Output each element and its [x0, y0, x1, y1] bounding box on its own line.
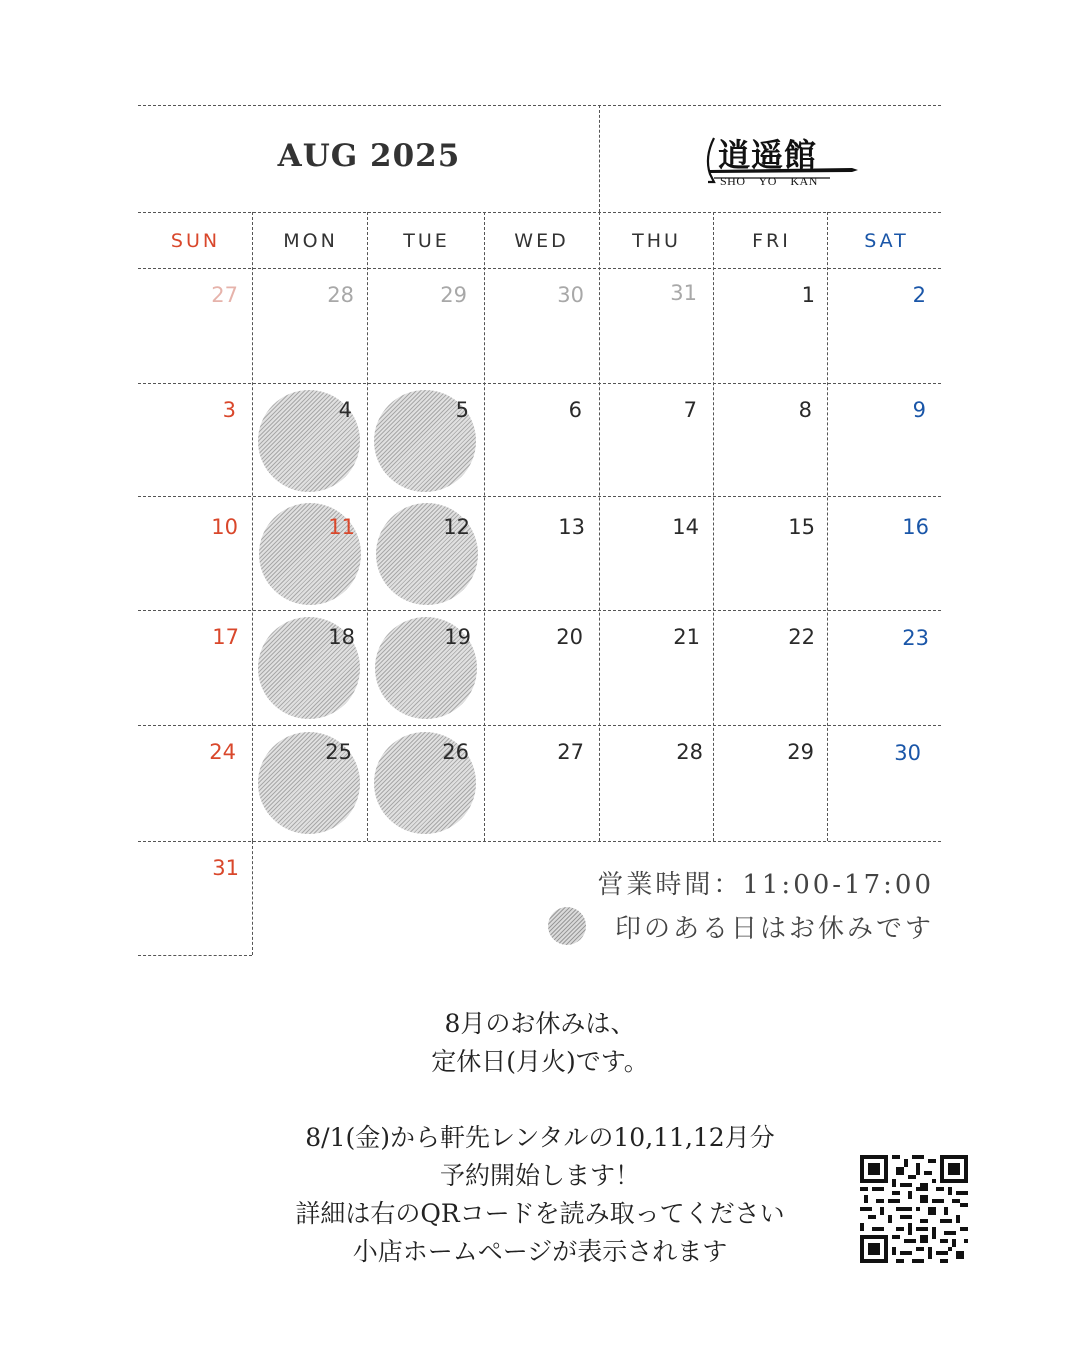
day-cell-number: 18	[328, 625, 355, 649]
notice-line: 詳細は右のQRコードを読み取ってください	[295, 1199, 785, 1228]
weekday-fri: FRI	[752, 230, 791, 252]
legend-mark	[548, 907, 586, 945]
logo-kanji: 逍遥館	[718, 136, 818, 174]
weekday-mon: MON	[283, 230, 338, 252]
day-cell-number: 27	[211, 283, 238, 307]
grid-line	[138, 383, 941, 384]
day-cell-number: 26	[442, 740, 469, 764]
day-cell-number: 11	[328, 515, 355, 539]
day-cell-number: 28	[676, 740, 703, 764]
grid-line	[252, 212, 253, 841]
day-cell-number: 23	[902, 626, 929, 650]
grid-line	[138, 955, 252, 956]
weekday-tue: TUE	[403, 230, 450, 252]
grid-line	[138, 212, 941, 213]
day-cell-number: 31	[212, 856, 239, 880]
day-cell-number: 9	[912, 398, 926, 422]
grid-line	[138, 496, 941, 497]
day-cell-number: 15	[788, 515, 815, 539]
day-cell-number: 16	[902, 515, 929, 539]
day-cell-number: 25	[325, 740, 352, 764]
grid-line	[138, 610, 941, 611]
day-cell-number: 2	[912, 283, 926, 307]
weekday-thu: THU	[632, 230, 681, 252]
notice-text	[140, 1005, 940, 1271]
weekday-sat: SAT	[864, 230, 909, 252]
qr-code-icon[interactable]	[860, 1155, 968, 1263]
grid-line	[367, 212, 368, 841]
grid-line	[599, 212, 600, 841]
day-cell-number: 17	[212, 625, 239, 649]
day-cell-number: 1	[801, 283, 815, 307]
day-cell-number: 4	[338, 398, 352, 422]
weekday-sun: SUN	[170, 230, 221, 252]
grid-line	[713, 212, 714, 841]
day-cell-number: 24	[209, 740, 236, 764]
grid-line	[484, 212, 485, 841]
grid-line	[827, 212, 828, 841]
grid-line	[138, 841, 941, 842]
day-cell-number: 28	[327, 283, 354, 307]
day-cell-number: 21	[673, 625, 700, 649]
day-cell-number: 3	[222, 398, 236, 422]
day-cell-number: 14	[672, 515, 699, 539]
day-cell-number: 29	[440, 283, 467, 307]
day-cell-number: 10	[211, 515, 238, 539]
grid-line	[138, 725, 941, 726]
day-cell-number: 19	[444, 625, 471, 649]
logo-romaji: SHO YO KAN	[720, 174, 818, 188]
day-cell-number: 6	[568, 398, 582, 422]
day-cell-number: 30	[557, 283, 584, 307]
day-cell-number: 20	[556, 625, 583, 649]
grid-line	[138, 268, 941, 269]
grid-line	[252, 841, 253, 955]
day-cell-number: 5	[455, 398, 469, 422]
notice-line	[140, 1081, 940, 1119]
day-cell-number: 7	[683, 398, 697, 422]
notice-line: 定休日(月火)です。	[431, 1047, 649, 1076]
day-cell-number: 8	[798, 398, 812, 422]
notice-line: 小店ホームページが表示されます	[352, 1237, 728, 1266]
day-cell-number: 30	[894, 741, 921, 765]
shop-logo	[700, 128, 860, 190]
day-cell-number: 12	[443, 515, 470, 539]
business-hours: 営業時間：11:00-17:00	[597, 870, 934, 900]
notice-line: 予約開始します！	[439, 1161, 640, 1190]
month-title: AUG 2025	[277, 138, 461, 174]
notice-line: 8/1(金)から軒先レンタルの10,11,12月分	[305, 1123, 775, 1152]
day-cell-number: 13	[558, 515, 585, 539]
legend-text: 印のある日はお休みです	[614, 914, 934, 944]
notice-line: 8月のお休みは、	[444, 1009, 636, 1038]
day-cell-number: 29	[787, 740, 814, 764]
grid-line	[138, 105, 941, 106]
day-cell-number: 27	[557, 740, 584, 764]
day-cell-number: 22	[788, 625, 815, 649]
weekday-wed: WED	[514, 230, 569, 252]
day-cell-number: 31	[670, 281, 697, 305]
